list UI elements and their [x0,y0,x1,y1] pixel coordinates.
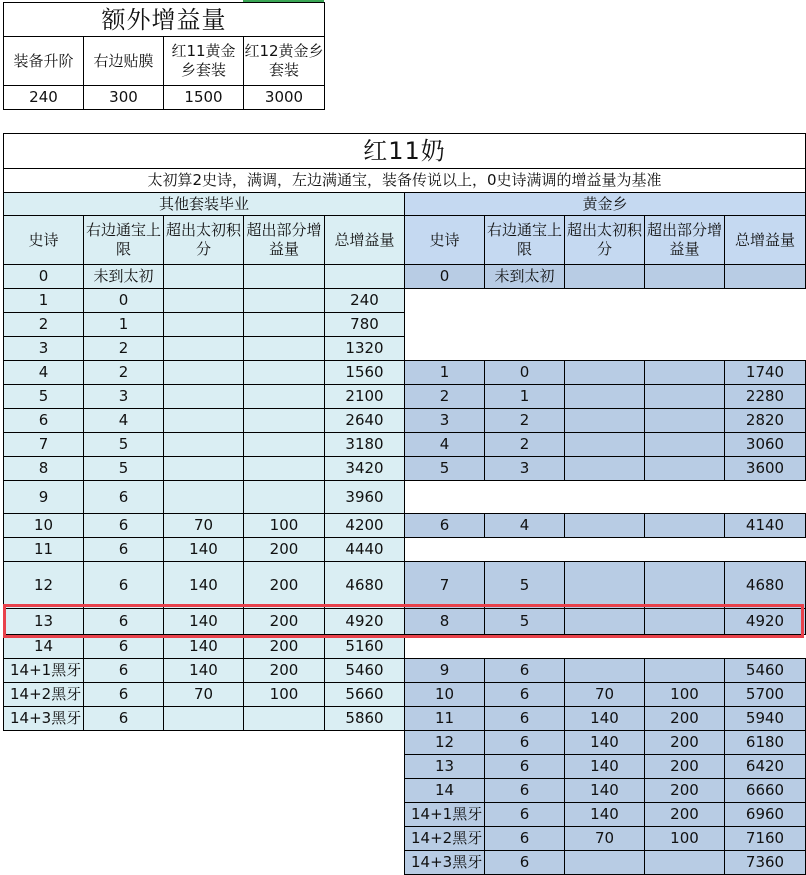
extra-gain-title[interactable]: 额外增益量 [3,2,325,37]
left-row-cell[interactable]: 140 [163,634,244,659]
right-row-cell[interactable]: 2280 [724,384,806,409]
left-row-cell[interactable] [163,456,244,481]
right-row-cell[interactable]: 7360 [724,850,806,875]
right-row-cell[interactable]: 7 [404,561,485,609]
right-row-cell[interactable]: 6 [404,513,485,538]
right-row-cell[interactable]: 6 [484,706,565,731]
left-row-cell[interactable] [163,360,244,385]
left-row-cell[interactable] [163,408,244,433]
left-row-cell[interactable]: 3 [3,336,84,361]
right-row-cell[interactable] [644,384,725,409]
right-row-cell[interactable]: 6 [484,730,565,755]
right-row-cell[interactable]: 70 [564,826,645,851]
left-row-cell[interactable] [243,288,325,313]
right-row-cell[interactable] [564,360,645,385]
left-col-header[interactable]: 史诗 [3,215,84,265]
left-row-cell[interactable]: 1560 [324,360,405,385]
right-row-cell[interactable]: 1 [484,384,565,409]
left-row-cell[interactable]: 11 [3,537,84,562]
right-row-cell[interactable]: 11 [404,706,485,731]
left-col-header[interactable]: 右边通宝上限 [83,215,164,265]
left-row-cell[interactable]: 6 [83,608,164,635]
left-row-cell[interactable]: 2 [83,336,164,361]
left-row-cell[interactable]: 7 [3,432,84,457]
left-row-cell[interactable]: 5460 [324,658,405,683]
main-subtitle[interactable]: 太初算2史诗，满调，左边满通宝，装备传说以上，0史诗满调的增益量为基准 [3,168,806,193]
left-row-cell[interactable] [243,312,325,337]
extra-gain-value[interactable]: 240 [3,85,84,110]
right-row-cell[interactable]: 12 [404,730,485,755]
right-row-cell[interactable]: 6420 [724,754,806,779]
right-row-cell[interactable]: 6180 [724,730,806,755]
right-row-cell[interactable]: 14+2黑牙 [404,826,485,851]
extra-gain-header[interactable]: 右边贴膜 [83,36,164,86]
right-row-cell[interactable]: 3 [484,456,565,481]
left-row-cell[interactable] [243,706,325,731]
left-row-cell[interactable]: 5 [83,432,164,457]
left-row-cell[interactable]: 70 [163,513,244,538]
left-row-cell[interactable]: 3960 [324,480,405,514]
right-row-cell[interactable] [644,360,725,385]
left-row-cell[interactable]: 6 [83,706,164,731]
right-col-header[interactable]: 史诗 [404,215,485,265]
right-col-header[interactable]: 右边通宝上限 [484,215,565,265]
left-row-cell[interactable]: 14 [3,634,84,659]
right-row-cell[interactable]: 6 [484,754,565,779]
right-row-cell[interactable]: 14+1黑牙 [404,802,485,827]
right-row-cell[interactable]: 1740 [724,360,806,385]
left-row-cell[interactable]: 2 [83,360,164,385]
right-row-cell[interactable]: 140 [564,706,645,731]
left-row-cell[interactable]: 14+2黑牙 [3,682,84,707]
left-row-cell[interactable] [243,264,325,289]
right-row-cell[interactable] [644,850,725,875]
left-row-cell[interactable]: 70 [163,682,244,707]
right-row-cell[interactable]: 5 [484,561,565,609]
left-row-cell[interactable] [243,408,325,433]
left-row-cell[interactable]: 14+3黑牙 [3,706,84,731]
left-row-cell[interactable]: 0 [3,264,84,289]
right-row-cell[interactable]: 100 [644,682,725,707]
left-row-cell[interactable] [163,480,244,514]
right-row-cell[interactable] [564,456,645,481]
left-row-cell[interactable]: 200 [243,561,325,609]
left-row-cell[interactable]: 2640 [324,408,405,433]
extra-gain-value[interactable]: 300 [83,85,164,110]
left-row-cell[interactable]: 4680 [324,561,405,609]
left-row-cell[interactable]: 8 [3,456,84,481]
right-row-cell[interactable]: 3600 [724,456,806,481]
right-row-cell[interactable] [564,608,645,635]
right-row-cell[interactable] [644,608,725,635]
right-row-cell[interactable]: 7160 [724,826,806,851]
left-row-cell[interactable]: 4 [3,360,84,385]
right-row-cell[interactable]: 0 [404,264,485,289]
right-row-cell[interactable]: 6960 [724,802,806,827]
right-row-cell[interactable]: 14+3黑牙 [404,850,485,875]
left-row-cell[interactable]: 6 [83,682,164,707]
left-row-cell[interactable] [163,312,244,337]
left-row-cell[interactable]: 3420 [324,456,405,481]
right-row-cell[interactable]: 5460 [724,658,806,683]
right-row-cell[interactable]: 140 [564,778,645,803]
left-row-cell[interactable]: 100 [243,513,325,538]
right-row-cell[interactable] [564,850,645,875]
left-col-header[interactable]: 超出部分增益量 [243,215,325,265]
left-row-cell[interactable]: 240 [324,288,405,313]
left-col-header[interactable]: 总增益量 [324,215,405,265]
left-row-cell[interactable] [163,288,244,313]
right-row-cell[interactable] [644,658,725,683]
right-row-cell[interactable] [644,561,725,609]
right-row-cell[interactable] [564,384,645,409]
extra-gain-header[interactable]: 装备升阶 [3,36,84,86]
left-row-cell[interactable] [163,432,244,457]
left-row-cell[interactable]: 3 [83,384,164,409]
selection-marker [243,0,324,2]
left-row-cell[interactable]: 1320 [324,336,405,361]
right-row-cell[interactable] [564,264,645,289]
right-row-cell[interactable]: 200 [644,778,725,803]
left-row-cell[interactable] [243,432,325,457]
right-row-cell[interactable]: 140 [564,754,645,779]
left-row-cell[interactable]: 2 [3,312,84,337]
right-row-cell[interactable]: 5 [404,456,485,481]
left-row-cell[interactable]: 1 [83,312,164,337]
right-row-cell[interactable]: 4 [484,513,565,538]
right-row-cell[interactable]: 2 [484,432,565,457]
right-row-cell[interactable]: 6 [484,850,565,875]
right-row-cell[interactable] [564,408,645,433]
left-col-header[interactable]: 超出太初积分 [163,215,244,265]
right-section-title[interactable]: 黄金乡 [404,192,806,216]
right-row-cell[interactable] [564,432,645,457]
extra-gain-header[interactable]: 红12黄金乡套装 [243,36,325,86]
right-row-cell[interactable]: 70 [564,682,645,707]
right-row-cell[interactable]: 5700 [724,682,806,707]
left-row-cell[interactable] [243,384,325,409]
left-row-cell[interactable]: 10 [3,513,84,538]
right-col-header[interactable]: 超出太初积分 [564,215,645,265]
right-row-cell[interactable]: 2 [404,384,485,409]
left-row-cell[interactable]: 14+1黑牙 [3,658,84,683]
left-row-cell[interactable]: 9 [3,480,84,514]
right-row-cell[interactable] [724,264,806,289]
left-row-cell[interactable]: 6 [83,658,164,683]
right-row-cell[interactable] [644,456,725,481]
left-section-title[interactable]: 其他套装毕业 [3,192,405,216]
left-row-cell[interactable]: 4920 [324,608,405,635]
right-row-cell[interactable]: 1 [404,360,485,385]
right-row-cell[interactable]: 未到太初 [484,264,565,289]
right-row-cell[interactable]: 100 [644,826,725,851]
left-row-cell[interactable]: 5160 [324,634,405,659]
right-row-cell[interactable] [564,658,645,683]
left-row-cell[interactable] [163,264,244,289]
right-row-cell[interactable]: 4 [404,432,485,457]
left-row-cell[interactable]: 200 [243,608,325,635]
left-row-cell[interactable] [324,264,405,289]
right-row-cell[interactable]: 6 [484,778,565,803]
left-row-cell[interactable] [243,360,325,385]
right-row-cell[interactable]: 140 [564,730,645,755]
right-row-cell[interactable] [644,408,725,433]
right-row-cell[interactable]: 10 [404,682,485,707]
left-row-cell[interactable]: 5 [83,456,164,481]
right-row-cell[interactable]: 5940 [724,706,806,731]
extra-gain-value[interactable]: 3000 [243,85,325,110]
right-col-header[interactable]: 总增益量 [724,215,806,265]
left-row-cell[interactable]: 140 [163,658,244,683]
extra-gain-header[interactable]: 红11黄金乡套装 [163,36,244,86]
left-row-cell[interactable]: 4 [83,408,164,433]
left-row-cell[interactable] [243,336,325,361]
right-row-cell[interactable]: 0 [484,360,565,385]
right-row-cell[interactable]: 14 [404,778,485,803]
left-row-cell[interactable]: 200 [243,658,325,683]
left-row-cell[interactable]: 6 [83,480,164,514]
left-row-cell[interactable]: 5860 [324,706,405,731]
right-row-cell[interactable]: 200 [644,706,725,731]
right-row-cell[interactable] [644,513,725,538]
right-row-cell[interactable]: 8 [404,608,485,635]
left-row-cell[interactable]: 140 [163,561,244,609]
right-row-cell[interactable]: 200 [644,802,725,827]
right-row-cell[interactable]: 13 [404,754,485,779]
left-row-cell[interactable]: 6 [83,561,164,609]
left-row-cell[interactable]: 200 [243,537,325,562]
right-col-header[interactable]: 超出部分增益量 [644,215,725,265]
left-row-cell[interactable]: 6 [83,537,164,562]
left-row-cell[interactable]: 4200 [324,513,405,538]
left-row-cell[interactable]: 3180 [324,432,405,457]
right-row-cell[interactable] [644,264,725,289]
right-row-cell[interactable] [564,513,645,538]
left-row-cell[interactable]: 100 [243,682,325,707]
right-row-cell[interactable]: 6 [484,802,565,827]
right-row-cell[interactable]: 4140 [724,513,806,538]
left-row-cell[interactable]: 5660 [324,682,405,707]
right-row-cell[interactable]: 6660 [724,778,806,803]
right-row-cell[interactable]: 2820 [724,408,806,433]
left-row-cell[interactable]: 200 [243,634,325,659]
left-row-cell[interactable] [243,456,325,481]
left-row-cell[interactable] [163,706,244,731]
left-row-cell[interactable]: 13 [3,608,84,635]
right-row-cell[interactable]: 9 [404,658,485,683]
left-row-cell[interactable]: 12 [3,561,84,609]
left-row-cell[interactable]: 780 [324,312,405,337]
right-row-cell[interactable]: 4920 [724,608,806,635]
right-row-cell[interactable] [644,432,725,457]
left-row-cell[interactable]: 5 [3,384,84,409]
right-row-cell[interactable]: 6 [484,658,565,683]
left-row-cell[interactable]: 6 [3,408,84,433]
right-row-cell[interactable]: 6 [484,826,565,851]
left-row-cell[interactable]: 4440 [324,537,405,562]
right-row-cell[interactable]: 5 [484,608,565,635]
left-row-cell[interactable] [243,480,325,514]
left-row-cell[interactable]: 140 [163,537,244,562]
right-row-cell[interactable] [564,561,645,609]
left-row-cell[interactable]: 6 [83,513,164,538]
left-row-cell[interactable]: 0 [83,288,164,313]
left-row-cell[interactable] [163,384,244,409]
left-row-cell[interactable]: 未到太初 [83,264,164,289]
extra-gain-value[interactable]: 1500 [163,85,244,110]
right-row-cell[interactable]: 3060 [724,432,806,457]
right-row-cell[interactable]: 3 [404,408,485,433]
left-row-cell[interactable] [163,336,244,361]
right-row-cell[interactable]: 2 [484,408,565,433]
right-row-cell[interactable]: 200 [644,754,725,779]
left-row-cell[interactable]: 1 [3,288,84,313]
left-row-cell[interactable]: 2100 [324,384,405,409]
left-row-cell[interactable]: 140 [163,608,244,635]
left-row-cell[interactable]: 6 [83,634,164,659]
right-row-cell[interactable]: 6 [484,682,565,707]
right-row-cell[interactable]: 200 [644,730,725,755]
main-title[interactable]: 红11奶 [3,133,806,169]
right-row-cell[interactable]: 4680 [724,561,806,609]
right-row-cell[interactable]: 140 [564,802,645,827]
